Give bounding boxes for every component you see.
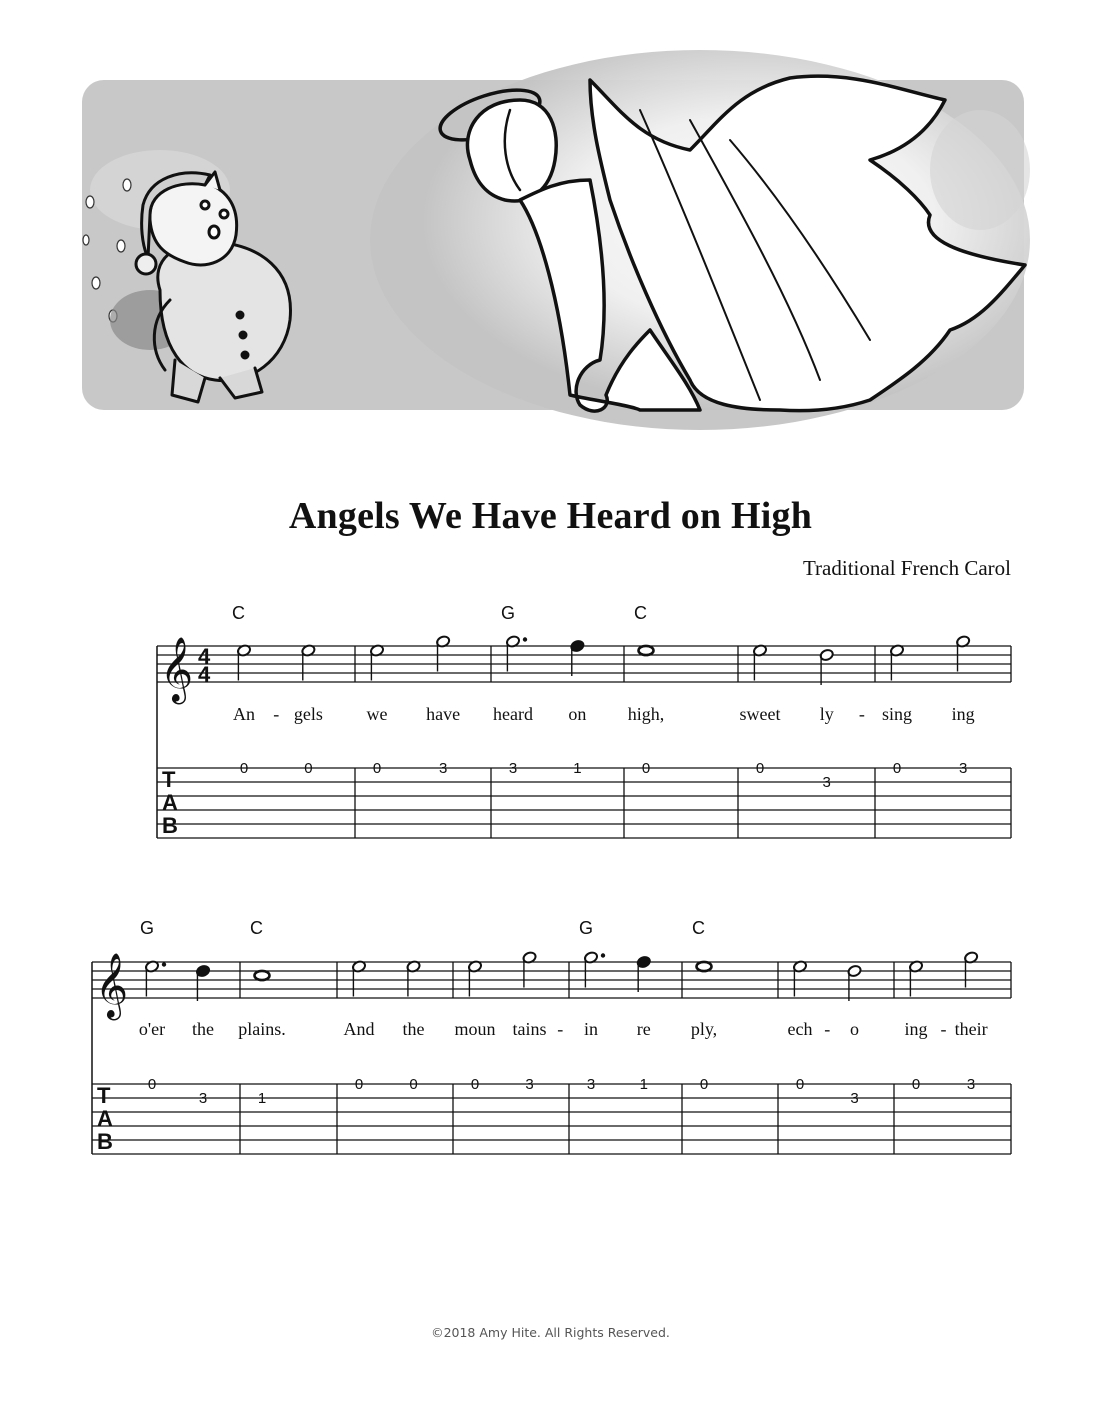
lyric-syllable: gels <box>293 704 323 724</box>
lyric-syllable: we <box>366 704 388 724</box>
svg-text:4: 4 <box>198 662 211 687</box>
staff-lines <box>92 962 1011 998</box>
notehead <box>639 646 654 655</box>
lyric-syllable: ing <box>904 1019 928 1039</box>
tab-fret-number: 3 <box>958 760 968 777</box>
tab-fret-number: 3 <box>966 1076 976 1093</box>
chord-symbol: C <box>250 918 263 938</box>
treble-clef-icon: 𝄞 <box>95 953 129 1016</box>
tab-fret-number: 3 <box>586 1076 596 1093</box>
svg-text:T: T <box>97 1083 111 1108</box>
system-2-content <box>139 918 988 1107</box>
lyric-syllable: the <box>192 1019 215 1039</box>
tab-lines <box>157 768 1011 838</box>
notehead <box>697 962 712 971</box>
lyric-syllable: re <box>636 1019 651 1039</box>
tab-fret-number: 0 <box>409 1076 418 1093</box>
chord-symbol: C <box>634 603 647 623</box>
tab-fret-number: 3 <box>508 760 518 777</box>
lyric-syllable: o <box>850 1019 860 1039</box>
lyric-syllable: have <box>426 704 461 724</box>
lyric-syllable: heard <box>493 704 533 724</box>
treble-clef-icon: 𝄞 <box>160 637 194 700</box>
svg-text:A: A <box>97 1106 113 1131</box>
svg-text:A: A <box>162 790 178 815</box>
tab-fret-number: 0 <box>354 1076 364 1093</box>
svg-text:B: B <box>162 813 178 838</box>
lyric-syllable: in <box>583 1019 599 1039</box>
copyright-footer: ©2018 Amy Hite. All Rights Reserved. <box>431 1325 670 1340</box>
lyric-syllable: ing <box>951 704 975 724</box>
lyric-syllable: on <box>568 704 587 724</box>
tab-fret-number: 0 <box>892 760 902 777</box>
lyric-hyphen: - <box>824 1019 831 1039</box>
lyric-syllable: moun <box>454 1019 496 1039</box>
tab-fret-number: 0 <box>470 1076 480 1093</box>
lyric-syllable: sweet <box>739 704 781 724</box>
tab-fret-number: 0 <box>239 760 249 777</box>
barlines <box>355 646 1011 838</box>
tab-fret-number: 0 <box>911 1076 921 1093</box>
note-dot <box>523 637 527 641</box>
lyric-syllable: o'er <box>138 1019 166 1039</box>
lyric-hyphen: - <box>858 704 865 724</box>
tab-fret-number: 1 <box>257 1090 267 1107</box>
tab-fret-number: 0 <box>147 1076 157 1093</box>
system-1-content <box>232 603 975 791</box>
tab-fret-number: 0 <box>641 760 651 777</box>
lyric-syllable: the <box>402 1019 425 1039</box>
lyric-syllable: ly <box>819 704 834 724</box>
lyric-syllable: tains <box>512 1019 547 1039</box>
lyric-syllable: plains. <box>238 1019 286 1039</box>
lyric-syllable: An <box>233 704 255 724</box>
tab-fret-number: 3 <box>850 1090 859 1107</box>
time-signature <box>198 644 211 687</box>
chord-symbol: C <box>692 918 705 938</box>
lyric-syllable: ply, <box>690 1019 718 1039</box>
note-dot <box>162 962 166 966</box>
lyric-hyphen: - <box>273 704 280 724</box>
lyric-hyphen: - <box>557 1019 564 1039</box>
composer-credit: Traditional French Carol <box>802 556 1011 580</box>
svg-text:4: 4 <box>198 644 211 669</box>
tab-clef <box>97 1083 113 1154</box>
chord-symbol: C <box>232 603 245 623</box>
barlines <box>240 962 1011 1154</box>
song-title: Angels We Have Heard on High <box>288 495 813 537</box>
angel-head <box>467 100 556 201</box>
lyric-syllable: ech <box>787 1019 813 1039</box>
music-system-1 <box>0 590 1101 860</box>
chord-symbol: G <box>140 918 155 938</box>
svg-text:B: B <box>97 1129 113 1154</box>
notehead <box>255 971 270 980</box>
header-illustration <box>0 0 1101 440</box>
tab-lines <box>92 1084 1011 1154</box>
note-dot <box>601 953 605 957</box>
lyric-syllable: high, <box>627 704 665 724</box>
chord-symbol: G <box>501 603 516 623</box>
lyric-syllable: And <box>343 1019 375 1039</box>
tab-fret-number: 0 <box>755 760 765 777</box>
tab-fret-number: 0 <box>304 760 313 777</box>
tab-fret-number: 3 <box>525 1076 534 1093</box>
tab-fret-number: 3 <box>438 760 448 777</box>
tab-fret-number: 3 <box>198 1090 208 1107</box>
tab-fret-number: 1 <box>639 1076 648 1093</box>
chord-symbol: G <box>579 918 594 938</box>
tab-fret-number: 0 <box>699 1076 709 1093</box>
lyric-hyphen: - <box>940 1019 947 1039</box>
music-system-2 <box>0 905 1101 1175</box>
tab-clef <box>162 767 178 838</box>
tab-fret-number: 0 <box>795 1076 805 1093</box>
tab-fret-number: 1 <box>573 760 582 777</box>
staff-lines <box>157 646 1011 682</box>
svg-text:T: T <box>162 767 176 792</box>
lyric-syllable: their <box>954 1019 988 1039</box>
tab-fret-number: 3 <box>822 774 831 791</box>
lyric-syllable: sing <box>881 704 913 724</box>
tab-fret-number: 0 <box>372 760 382 777</box>
